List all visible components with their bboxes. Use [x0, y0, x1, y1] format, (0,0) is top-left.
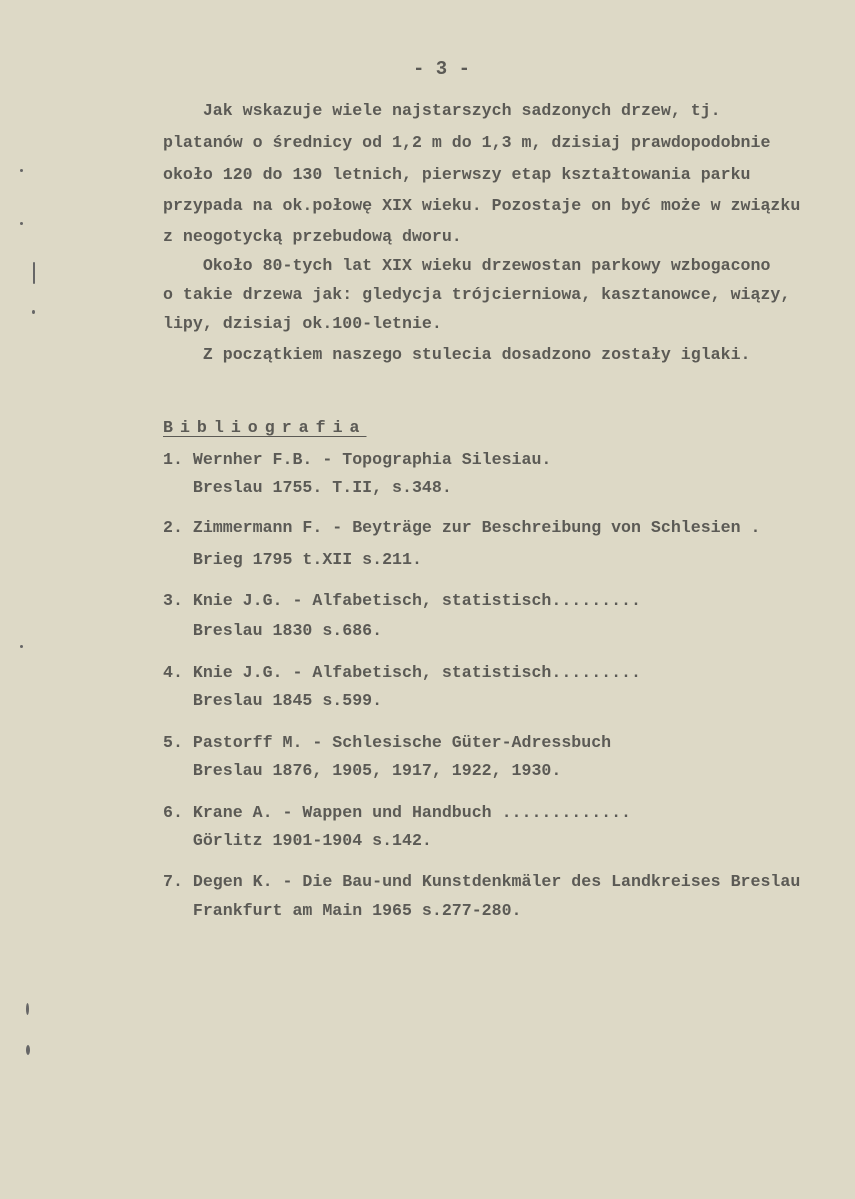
text-line: około 120 do 130 letnich, pierwszy etap kształtowania parku: [163, 165, 751, 184]
text-line: Około 80-tych lat XIX wieku drzewostan parkowy wzbogacono: [163, 256, 771, 275]
citation-line: 7. Degen K. - Die Bau-und Kunstdenkmäler des Landkreises Breslau: [163, 872, 801, 891]
citation-line: Breslau 1845 s.599.: [163, 691, 383, 710]
punch-mark: [20, 169, 23, 172]
text-line: z neogotycką przebudową dworu.: [163, 227, 462, 246]
punch-mark: [33, 262, 35, 284]
citation-line: Breslau 1755. T.II, s.348.: [163, 478, 452, 497]
text-line: platanów o średnicy od 1,2 m do 1,3 m, dzisiaj prawdopodobnie: [163, 133, 771, 152]
punch-mark: [32, 310, 35, 314]
text-line: Jak wskazuje wiele najstarszych sadzonych drzew, tj.: [163, 101, 721, 120]
punch-mark: [26, 1045, 30, 1055]
text-line: przypada na ok.połowę XIX wieku. Pozostaje on być może w związku: [163, 196, 801, 215]
punch-mark: [20, 645, 23, 648]
punch-mark: [20, 222, 23, 225]
citation-line: Frankfurt am Main 1965 s.277-280.: [163, 901, 522, 920]
citation-line: Brieg 1795 t.XII s.211.: [163, 550, 422, 569]
citation-line: Breslau 1830 s.686.: [163, 621, 383, 640]
citation-line: 6. Krane A. - Wappen und Handbuch .............: [163, 803, 632, 822]
citation-line: 4. Knie J.G. - Alfabetisch, statistisch.........: [163, 663, 641, 682]
text-line: lipy, dzisiaj ok.100-letnie.: [163, 314, 442, 333]
citation-line: Breslau 1876, 1905, 1917, 1922, 1930.: [163, 761, 562, 780]
text-line: o takie drzewa jak: gledycja trójcierniowa, kasztanowce, wiązy,: [163, 285, 791, 304]
citation-line: 2. Zimmermann F. - Beyträge zur Beschreibung von Schlesien .: [163, 518, 761, 537]
citation-line: Görlitz 1901-1904 s.142.: [163, 831, 432, 850]
page-number: - 3 -: [413, 58, 471, 80]
bibliography-heading: Bibliografia: [163, 418, 367, 437]
citation-line: 3. Knie J.G. - Alfabetisch, statistisch.........: [163, 591, 641, 610]
punch-mark: [26, 1003, 29, 1015]
text-line: Z początkiem naszego stulecia dosadzono zostały iglaki.: [163, 345, 751, 364]
citation-line: 5. Pastorff M. - Schlesische Güter-Adressbuch: [163, 733, 612, 752]
citation-line: 1. Wernher F.B. - Topographia Silesiau.: [163, 450, 552, 469]
